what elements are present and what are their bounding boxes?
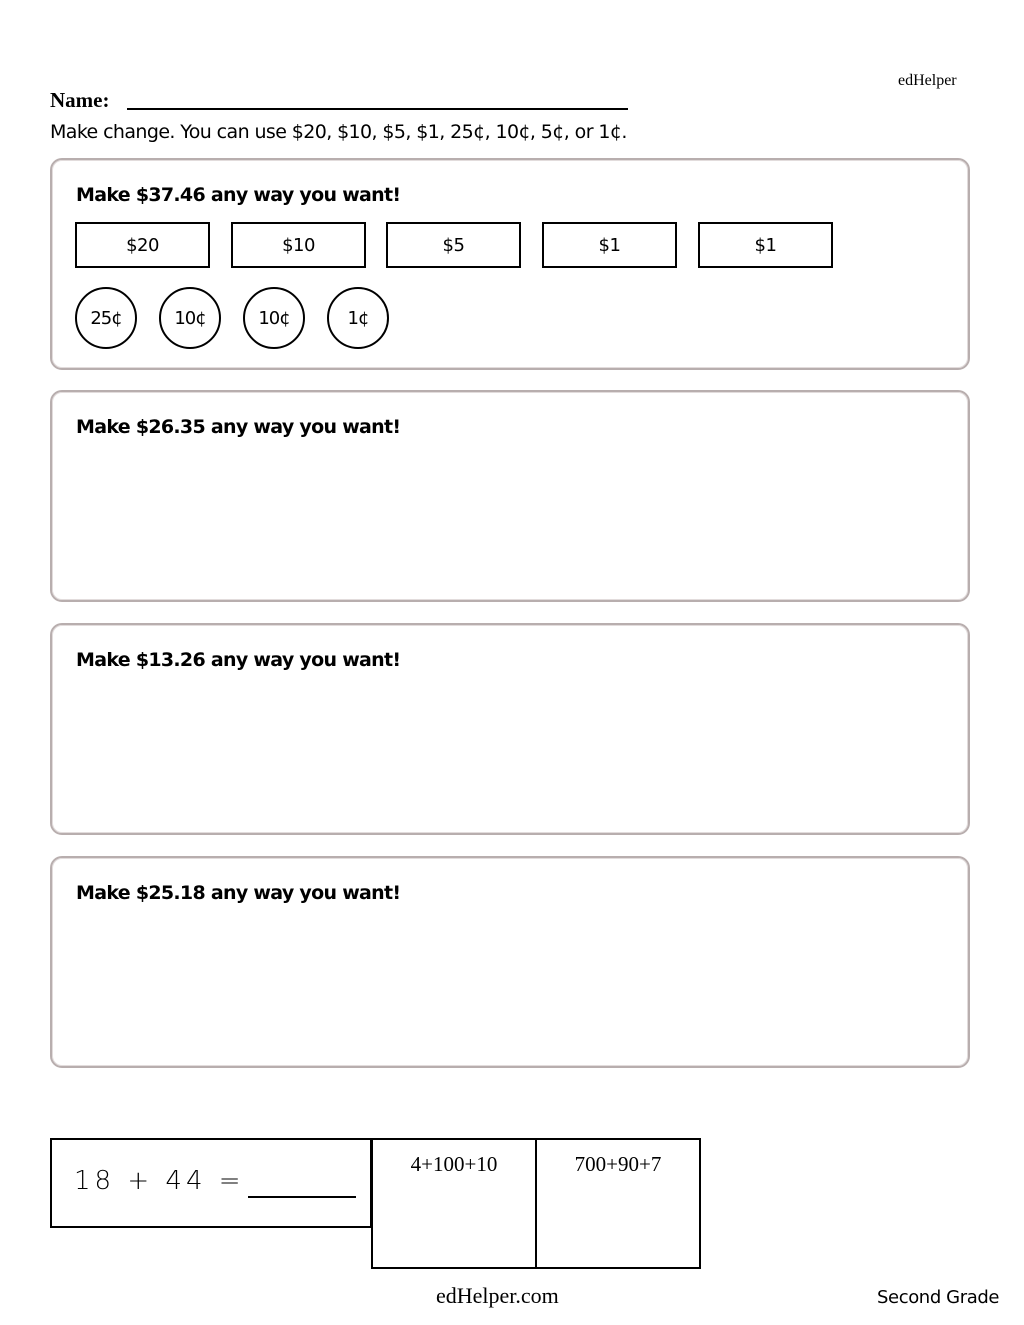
- footer-grade: Second Grade: [877, 1287, 1000, 1308]
- equation-text: 18 + 44 =: [74, 1166, 245, 1196]
- problem-box-4[interactable]: [50, 856, 970, 1068]
- coin: 1¢: [327, 287, 389, 349]
- name-label: Name:: [50, 88, 110, 112]
- bill: $1: [542, 222, 677, 268]
- problem-prompt: Make $37.46 any way you want!: [76, 184, 401, 206]
- equation-box: [50, 1138, 372, 1228]
- problem-prompt: Make $25.18 any way you want!: [76, 882, 401, 904]
- bill: $10: [231, 222, 366, 268]
- name-line[interactable]: [127, 108, 628, 110]
- footer-site: edHelper.com: [436, 1283, 559, 1308]
- bill: $20: [75, 222, 210, 268]
- bill: $1: [698, 222, 833, 268]
- problem-box-3[interactable]: [50, 623, 970, 835]
- brand-label: edHelper: [898, 72, 957, 89]
- bill: $5: [386, 222, 521, 268]
- answer-blank[interactable]: [248, 1196, 356, 1198]
- problem-prompt: Make $13.26 any way you want!: [76, 649, 401, 671]
- sum-expression: 4+100+10: [410, 1152, 498, 1176]
- sum-expression: 700+90+7: [574, 1152, 662, 1176]
- problem-box-2[interactable]: [50, 390, 970, 602]
- coin: 10¢: [159, 287, 221, 349]
- problem-box-1: [50, 158, 970, 370]
- coin: 10¢: [243, 287, 305, 349]
- problem-prompt: Make $26.35 any way you want!: [76, 416, 401, 438]
- sum-box-2[interactable]: [535, 1138, 701, 1269]
- sum-box-1[interactable]: [371, 1138, 537, 1269]
- instructions: Make change. You can use $20, $10, $5, $1, 25¢, 10¢, 5¢, or 1¢.: [50, 121, 627, 143]
- coin: 25¢: [75, 287, 137, 349]
